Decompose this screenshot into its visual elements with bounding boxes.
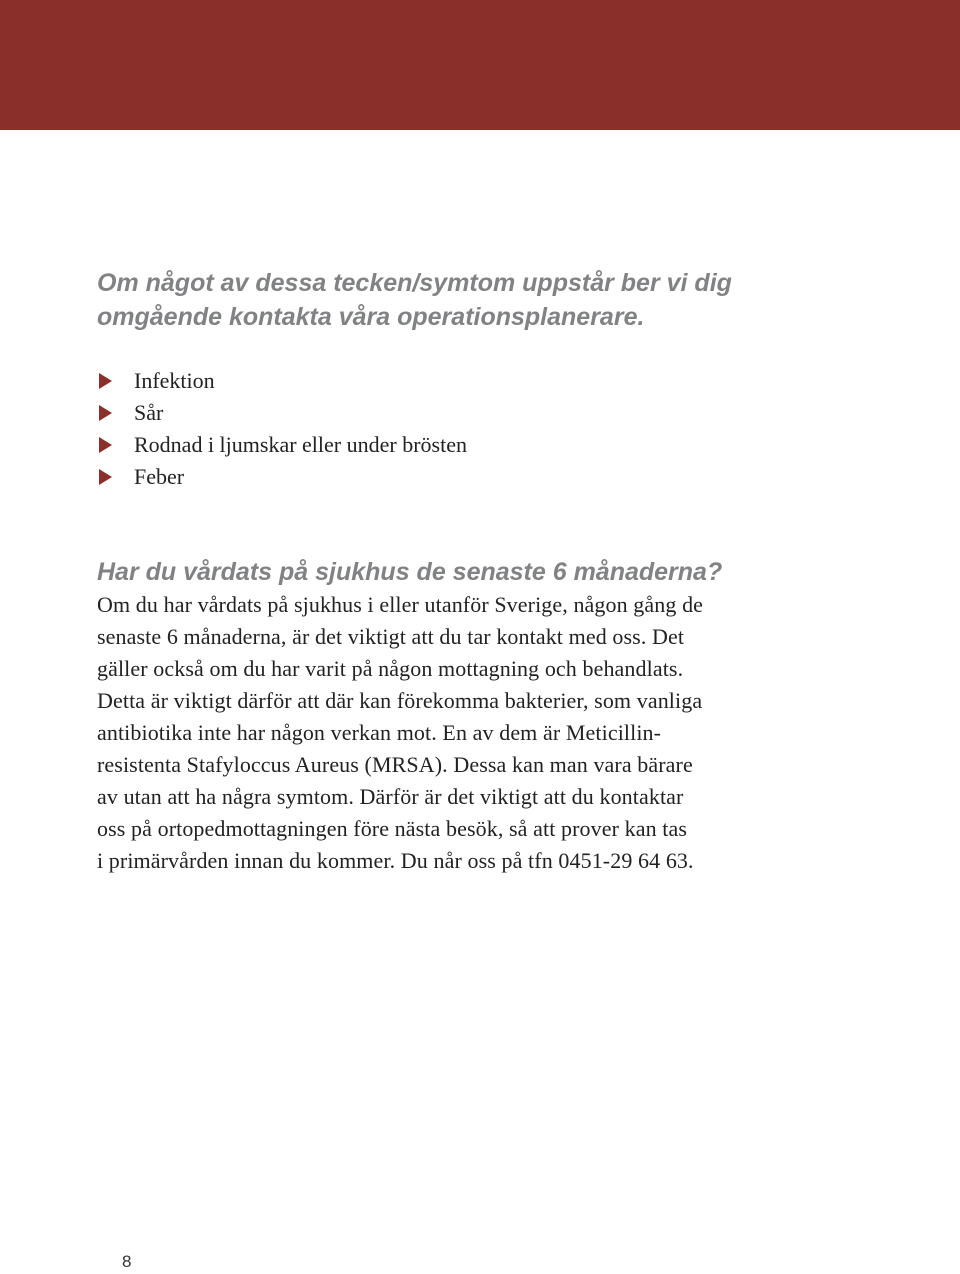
list-item-label: Infektion [134, 368, 215, 393]
list-item-label: Feber [134, 464, 185, 489]
text-line: i primärvården innan du kommer. Du når oss på tfn 0451-29 64 63. [97, 848, 694, 873]
heading-line-1: Om något av dessa tecken/symtom uppstår ber vi dig [97, 269, 732, 297]
list-item-label: Sår [134, 400, 164, 425]
header-band [0, 0, 960, 130]
section-heading-symptoms [97, 266, 817, 334]
body-paragraph [97, 589, 817, 877]
text-line: oss på ortopedmottagningen före nästa besök, så att prover kan tas [97, 816, 688, 841]
text-line: senaste 6 månaderna, är det viktigt att du tar kontakt med oss. Det [97, 624, 685, 649]
list-item [97, 365, 817, 397]
text-line: Detta är viktigt därför att där kan förekomma bakterier, som vanliga [97, 688, 703, 713]
list-item [97, 397, 817, 429]
triangle-right-icon [99, 405, 112, 421]
text-line: gäller också om du har varit på någon mottagning och behandlats. [97, 656, 684, 681]
list-item [97, 429, 817, 461]
page-number: 8 [122, 1252, 132, 1271]
page-content [97, 266, 817, 877]
symptom-list [97, 365, 817, 493]
heading-line-2: omgående kontakta våra operationsplanerare. [97, 303, 645, 331]
triangle-right-icon [99, 373, 112, 389]
list-item [97, 461, 817, 493]
triangle-right-icon [99, 469, 112, 485]
text-line: antibiotika inte har någon verkan mot. En av dem är Meticillin- [97, 720, 662, 745]
section-heading-hospital: Har du vårdats på sjukhus de senaste 6 månaderna? [97, 558, 723, 586]
triangle-right-icon [99, 437, 112, 453]
text-line: Om du har vårdats på sjukhus i eller utanför Sverige, någon gång de [97, 592, 704, 617]
text-line: av utan att ha några symtom. Därför är det viktigt att du kontaktar [97, 784, 684, 809]
list-item-label: Rodnad i ljumskar eller under brösten [134, 432, 467, 457]
text-line: resistenta Stafyloccus Aureus (MRSA). Dessa kan man vara bärare [97, 752, 693, 777]
